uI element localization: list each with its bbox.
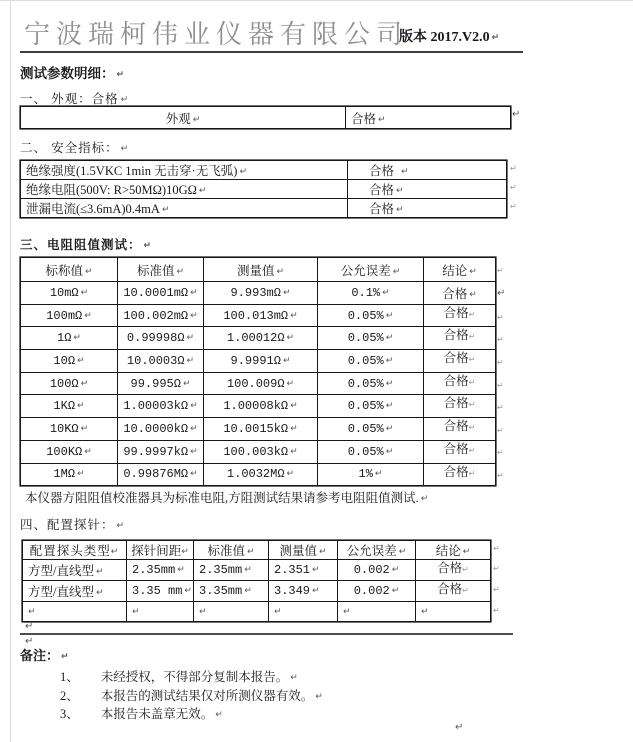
remark-text: 本报告的测试结果仅对所测仪器有效。 [100,689,314,703]
table-row [21,350,496,373]
pilcrow-icon: ↵ [80,287,89,298]
remark-item [60,704,223,723]
pilcrow-icon: ↵ [190,423,198,434]
empty-cell [416,602,491,622]
header-conclusion: 结论 ↵ [424,258,496,282]
paragraph-mark: ↵ [25,621,34,632]
conclusion-cell: 合格↵ [424,463,496,486]
nominal-cell: 1KΩ ↵ [21,395,118,418]
conclusion-cell: 合格↵ [424,327,496,350]
pilcrow-icon: ↵ [181,547,189,557]
nominal-cell: 1Ω ↵ [21,327,118,350]
empty-cell [194,602,269,622]
pilcrow-icon: ↵ [382,287,390,298]
header-measured: 测量值 ↵ [269,541,338,560]
row-end-mark: ↵ [497,448,504,457]
conclusion-cell: 合格↵ [424,304,496,327]
pilcrow-icon: ↵ [239,167,247,177]
pilcrow-icon: ↵ [421,607,429,617]
pilcrow-icon: ↵ [374,469,383,480]
page-top-edge [0,0,633,1]
table-row [21,304,496,327]
header-spacing: 探针间距↵ [127,541,194,560]
pilcrow-icon: ↵ [396,186,404,196]
standard-cell: 99.995Ω ↵ [118,372,204,395]
pilcrow-icon: ↵ [312,565,320,575]
standard-cell: 10.0000kΩ ↵ [118,418,204,441]
safety-table [20,160,507,218]
section1-title: 一、 外观：合格 ↵ [20,92,130,106]
row-end-mark: ↵ [497,288,506,299]
pilcrow-icon: ↵ [199,607,207,617]
header-standard: 标准值 ↵ [118,258,204,282]
appearance-table [20,106,511,129]
table-row [21,372,496,395]
header-conclusion: 结论 ↵ [416,541,491,560]
pilcrow-icon: ↵ [84,266,93,277]
table-row [21,282,496,305]
standard-cell: 3.35mm ↵ [194,581,269,602]
conclusion-cell: 合格↵ [416,560,491,581]
header-standard: 标准值 ↵ [194,541,269,560]
measured-cell: 100.013mΩ ↵ [204,304,318,327]
safety-item-cell: 绝缘强度(1.5VKC 1min 无击穿·无飞弧) ↵ [21,161,348,180]
pilcrow-icon: ↵ [177,565,185,575]
standard-cell: 10.0003Ω ↵ [118,350,204,373]
pilcrow-icon: ↵ [420,494,429,504]
pilcrow-icon: ↵ [391,586,400,596]
resistance-note: 本仪器方阻阻值校准器具为标准电阻,方阻测试结果请参考电阻阻值测试. ↵ [25,491,429,505]
pilcrow-icon: ↵ [468,332,476,342]
measured-cell: 3.349 ↵ [269,581,338,602]
nominal-cell: 100Ω ↵ [21,372,118,395]
pilcrow-icon: ↵ [315,692,323,702]
header-probe-type: 配置探头类型↵ [23,541,127,560]
tolerance-cell: 0.002 ↵ [338,581,416,602]
pilcrow-icon: ↵ [190,446,198,457]
probe-type-cell: 方型/直线型 ↵ [23,581,127,602]
pilcrow-icon: ↵ [95,588,104,598]
tolerance-cell: 1% ↵ [318,463,424,486]
table-row [21,161,507,180]
spacing-cell: 2.35mm ↵ [127,560,194,581]
header-measured: 测量值 ↵ [204,258,318,282]
pilcrow-icon: ↵ [385,310,394,321]
pilcrow-icon: ↵ [190,310,198,321]
pilcrow-icon: ↵ [192,114,201,125]
pilcrow-icon: ↵ [186,333,195,344]
pilcrow-icon: ↵ [462,586,469,595]
remark-number: 3、 [60,707,79,721]
pilcrow-icon: ↵ [385,401,394,412]
pilcrow-icon: ↵ [215,710,223,720]
table-row [21,180,507,199]
pilcrow-icon: ↵ [282,287,291,298]
standard-cell: 2.35mm ↵ [194,560,269,581]
pilcrow-icon: ↵ [290,423,298,434]
conclusion-cell: 合格↵ [424,440,496,463]
pilcrow-icon: ↵ [110,547,120,557]
safety-item-cell: 泄漏电流(≤3.6mA)0.4mA ↵ [21,199,348,218]
pilcrow-icon: ↵ [468,445,476,455]
table-row [21,327,496,350]
pilcrow-icon: ↵ [190,469,198,480]
pilcrow-icon: ↵ [73,333,81,344]
pilcrow-icon: ↵ [246,547,255,557]
row-end-mark: ↵ [497,426,504,435]
pilcrow-icon: ↵ [491,33,500,43]
conclusion-cell: 合格↵ [424,372,496,395]
pilcrow-icon: ↵ [462,547,471,557]
row-end-mark: ↵ [497,266,504,275]
pilcrow-icon: ↵ [143,241,153,251]
empty-cell [269,602,338,622]
table-row [21,418,496,441]
row-end-mark: ↵ [497,358,504,367]
row-end-mark: ↵ [510,183,517,192]
tolerance-cell: 0.002 ↵ [338,560,416,581]
pilcrow-icon: ↵ [468,468,476,478]
company-title: 宁波瑞柯伟业仪器有限公司 [24,20,409,49]
remark-item [60,686,323,705]
tolerance-cell: 0.05% ↵ [318,350,424,373]
pilcrow-icon: ↵ [290,401,298,412]
remark-number: 2、 [60,689,79,703]
pilcrow-icon: ↵ [276,266,285,277]
pilcrow-icon: ↵ [77,469,85,480]
footer-rule [20,633,513,635]
standard-cell: 1.00003kΩ ↵ [118,395,204,418]
table-header-row [23,541,491,560]
row-end-mark: ↵ [510,202,517,211]
measured-cell: 10.0015kΩ ↵ [204,418,318,441]
table-row-empty [23,602,491,622]
pilcrow-icon: ↵ [468,309,476,319]
header-nominal: 标称值 ↵ [21,258,118,282]
pilcrow-icon: ↵ [61,652,69,662]
measured-cell: 9.993mΩ ↵ [204,282,318,305]
table-row [21,463,496,486]
pilcrow-icon: ↵ [80,423,89,434]
main-title: 测试参数明细： ↵ [20,66,125,81]
row-end-mark: ↵ [512,109,521,120]
pilcrow-icon: ↵ [343,607,351,617]
pilcrow-icon: ↵ [401,167,409,177]
pilcrow-icon: ↵ [385,446,394,457]
safety-result-cell: 合格 ↵ [348,161,507,180]
table-row [21,107,511,129]
header-tolerance: 公允误差 ↵ [338,541,416,560]
probe-table [22,540,491,622]
table-row [21,199,507,218]
pilcrow-icon: ↵ [244,586,252,596]
measured-cell: 1.0032MΩ ↵ [204,463,318,486]
standard-cell: 0.99998Ω ↵ [118,327,204,350]
pilcrow-icon: ↵ [80,378,89,389]
pilcrow-icon: ↵ [116,521,126,531]
tolerance-cell: 0.05% ↵ [318,418,424,441]
nominal-cell: 1MΩ ↵ [21,463,118,486]
tolerance-cell: 0.05% ↵ [318,395,424,418]
pilcrow-icon: ↵ [282,355,291,366]
pilcrow-icon: ↵ [468,400,476,410]
section4-title: 四、配置探针： ↵ [20,518,126,532]
pilcrow-icon: ↵ [385,378,394,389]
paragraph-mark: ↵ [455,722,464,733]
measured-cell: 9.9991Ω ↵ [204,350,318,373]
pilcrow-icon: ↵ [378,114,386,125]
pilcrow-icon: ↵ [120,95,130,105]
pilcrow-icon: ↵ [468,355,476,365]
pilcrow-icon: ↵ [391,565,400,575]
table-header-row [21,258,496,282]
tolerance-cell: 0.05% ↵ [318,372,424,395]
pilcrow-icon: ↵ [190,287,198,298]
conclusion-cell: 合格↵ [424,418,496,441]
nominal-cell: 100mΩ ↵ [21,304,118,327]
probe-type-cell: 方型/直线型 ↵ [23,560,127,581]
pilcrow-icon: ↵ [77,401,85,412]
row-end-mark: ↵ [493,564,500,573]
pilcrow-icon: ↵ [468,377,476,387]
measured-cell: 1.00012Ω ↵ [204,327,318,350]
measured-cell: 2.351 ↵ [269,560,338,581]
measured-cell: 100.003kΩ ↵ [204,440,318,463]
tolerance-cell: 0.05% ↵ [318,440,424,463]
pilcrow-icon: ↵ [161,205,170,215]
row-end-mark: ↵ [497,381,504,390]
measured-cell: 100.009Ω ↵ [204,372,318,395]
table-row [21,440,496,463]
pilcrow-icon: ↵ [286,469,295,480]
page-left-edge [10,0,11,742]
section2-title: 二、 安全指标： ↵ [20,141,130,155]
pilcrow-icon: ↵ [184,586,192,596]
pilcrow-icon: ↵ [84,446,92,457]
pilcrow-icon: ↵ [469,266,477,277]
standard-cell: 10.0001mΩ ↵ [118,282,204,305]
row-end-mark: ↵ [497,471,504,480]
pilcrow-icon: ↵ [312,586,320,596]
pilcrow-icon: ↵ [318,547,327,557]
version-label [399,26,499,46]
pilcrow-icon: ↵ [396,205,404,215]
table-row [23,581,491,602]
tolerance-cell: 0.1% ↵ [318,282,424,305]
header-tolerance: 公允误差 ↵ [318,258,424,282]
appearance-item-cell: 外观 ↵ [21,107,346,129]
nominal-cell: 10Ω ↵ [21,350,118,373]
pilcrow-icon: ↵ [186,355,195,366]
conclusion-cell: 合格↵ [424,350,496,373]
row-end-mark: ↵ [493,544,500,553]
row-end-mark: ↵ [497,403,504,412]
pilcrow-icon: ↵ [95,567,104,577]
row-end-mark: ↵ [510,164,517,173]
safety-result-cell: 合格 ↵ [348,180,507,199]
nominal-cell: 10mΩ ↵ [21,282,118,305]
appearance-result-cell: 合格 ↵ [346,107,511,129]
section3-title: 三、电阻阻值测试： ↵ [20,238,153,252]
pilcrow-icon: ↵ [176,266,185,277]
pilcrow-icon: ↵ [385,423,394,434]
conclusion-cell: 合格↵ [424,395,496,418]
remark-text: 未经授权，不得部分复制本报告。 [100,670,289,684]
conclusion-cell: 合格↵ [416,581,491,602]
standard-cell: 99.9997kΩ ↵ [118,440,204,463]
spacing-cell: 3.35 mm ↵ [127,581,194,602]
pilcrow-icon: ↵ [244,565,252,575]
pilcrow-icon: ↵ [28,607,36,617]
empty-cell [127,602,194,622]
version-text: 版本 2017.V2.0 [399,30,490,45]
pilcrow-icon: ↵ [385,355,394,366]
resistance-table [20,257,496,486]
pilcrow-icon: ↵ [290,673,298,683]
standard-cell: 100.002mΩ ↵ [118,304,204,327]
conclusion-cell: 合格 ↵ [424,282,496,305]
pilcrow-icon: ↵ [77,355,85,366]
nominal-cell: 100KΩ ↵ [21,440,118,463]
pilcrow-icon: ↵ [120,144,130,154]
row-end-mark: ↵ [493,606,500,615]
row-end-mark: ↵ [497,335,504,344]
pilcrow-icon: ↵ [286,378,295,389]
pilcrow-icon: ↵ [182,378,191,389]
row-end-mark: ↵ [497,313,504,322]
empty-cell [338,602,416,622]
safety-item-cell: 绝缘电阻(500V: R>50MΩ)10GΩ ↵ [21,180,348,199]
remarks-title: 备注： ↵ [20,648,69,663]
safety-result-cell: 合格 ↵ [348,199,507,218]
remark-item [60,667,298,686]
empty-cell [23,602,127,622]
pilcrow-icon: ↵ [190,401,198,412]
standard-cell: 0.99876MΩ ↵ [118,463,204,486]
pilcrow-icon: ↵ [469,289,477,300]
tolerance-cell: 0.05% ↵ [318,327,424,350]
pilcrow-icon: ↵ [198,186,207,196]
pilcrow-icon: ↵ [385,333,394,344]
pilcrow-icon: ↵ [132,607,140,617]
nominal-cell: 10KΩ ↵ [21,418,118,441]
remark-text: 本报告未盖章无效。 [100,707,214,721]
remark-number: 1、 [60,670,79,684]
pilcrow-icon: ↵ [274,607,282,617]
table-row [21,395,496,418]
pilcrow-icon: ↵ [84,310,92,321]
paragraph-mark: ↵ [25,636,34,647]
pilcrow-icon: ↵ [398,547,407,557]
pilcrow-icon: ↵ [462,565,469,574]
tolerance-cell: 0.05% ↵ [318,304,424,327]
row-end-mark: ↵ [493,585,500,594]
pilcrow-icon: ↵ [468,423,476,433]
pilcrow-icon: ↵ [392,266,401,277]
header-rule [20,51,523,53]
pilcrow-icon: ↵ [116,70,125,80]
pilcrow-icon: ↵ [286,333,295,344]
measured-cell: 1.00008kΩ ↵ [204,395,318,418]
table-row [23,560,491,581]
pilcrow-icon: ↵ [290,310,298,321]
pilcrow-icon: ↵ [290,446,298,457]
